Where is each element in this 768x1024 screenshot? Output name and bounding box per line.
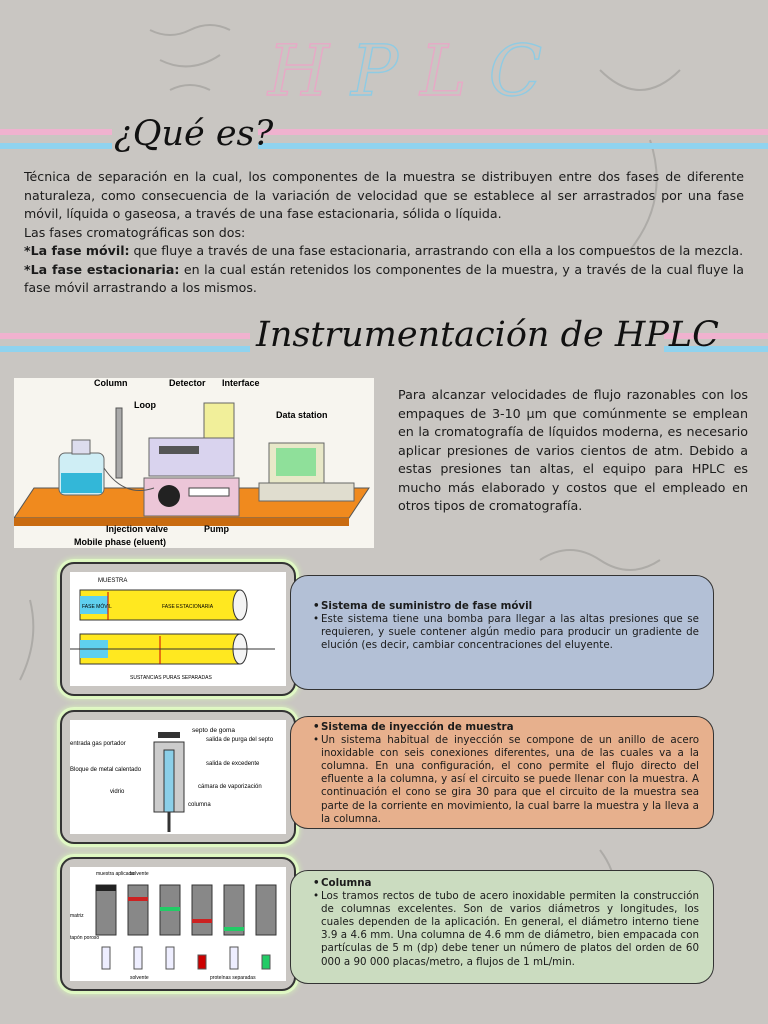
- label-interface: Interface: [222, 378, 260, 388]
- stripe-pink-left-1: [0, 129, 112, 135]
- label-injection-valve: Injection valve: [106, 524, 169, 534]
- label-bloque: Bloque de metal calentado: [70, 767, 142, 773]
- stripe-blue-left-1: [0, 143, 112, 149]
- label-vidrio: vidrio: [110, 789, 125, 795]
- section-2-image: [60, 710, 296, 844]
- label-tapon: tapón poroso: [70, 935, 100, 941]
- intro-movil: *La fase móvil: que fluye a través de una fase estacionaria, arrastrando con ella a los compuestos de la mezcla.: [24, 243, 744, 258]
- hplc-title: HPLC: [268, 30, 565, 112]
- label-solvente: solvente: [130, 871, 149, 877]
- label-septo: septo de goma: [192, 727, 236, 734]
- section-1-text: • Este sistema tiene una bomba para llegar a las altas presiones que se requieren, y suele contener algún medio para producir un gradiente de elución (es decir, cambiar concentraciones del eluyente.: [321, 613, 699, 652]
- label-excedente: salida de excedente: [206, 761, 260, 767]
- stripe-blue-left-2: [0, 346, 250, 352]
- label-fase-estacionaria: FASE ESTACIONARIA: [162, 604, 214, 610]
- section-2-text: • Un sistema habitual de inyección se compone de un anillo de acero inoxidable con seis conexiones diferentes, una de las cuales va a la columna. En una configuración, el cono permite el flujo directo del efluente a la columna, y así el circuito se puede llenar con la muestra. A continuación el cono se gira 30 para que el circuito de la muestra sea parte de la corriente en movimiento, la cual barre la muestra y la lleva a la columna.: [321, 734, 699, 826]
- label-matriz: matriz: [70, 913, 84, 919]
- label-fase-movil: FASE MÓVIL: [82, 604, 112, 610]
- label-loop: Loop: [134, 400, 156, 410]
- section-1-title: • Sistema de suministro de fase móvil: [321, 600, 699, 613]
- intro-p2: Las fases cromatográficas son dos:: [24, 224, 246, 240]
- label-muestra-aplicada: muestra aplicada: [96, 871, 135, 877]
- label-pump: Pump: [204, 524, 230, 534]
- label-sustancias: SUSTANCIAS PURAS SEPARADAS: [130, 675, 212, 681]
- section-2-box: [290, 716, 714, 829]
- label-entrada: entrada gas portador: [70, 741, 126, 747]
- intro-p1: Técnica de separación en la cual, los componentes de la muestra se distribuyen entre dos fases de diferente naturaleza, como consecuencia de la variación de velocidad que se establece al ser arrastrados por una fase móvil, líquida o gaseosa, a través de una fase estacionaria, sólida o líquida.: [24, 169, 744, 221]
- section-1-box: [290, 575, 714, 690]
- label-camara: cámara de vaporización: [198, 784, 262, 790]
- label-columna: columna: [188, 802, 211, 808]
- stripe-pink-left-2: [0, 333, 250, 339]
- section-3-image: [60, 857, 296, 991]
- section-3-title: • Columna: [321, 877, 699, 890]
- label-purga: salida de purga del septo: [206, 737, 274, 743]
- label-muestra: MUESTRA: [98, 578, 128, 584]
- intro-estacionaria: *La fase estacionaria: en la cual están retenidos los componentes de la muestra, y a través de la cual fluye la fase móvil arrastrando a los mismos.: [24, 261, 744, 295]
- label-mobile-phase: Mobile phase (eluent): [74, 537, 167, 547]
- intro-text: [24, 168, 744, 298]
- label-detector: Detector: [169, 378, 206, 388]
- side-text: Para alcanzar velocidades de flujo razonables con los empaques de 3-10 μm que comúnmente se emplean en la cromatografía de líquidos moderna, es necesario aplicar presiones de varios cientos de atm. Debido a estas presiones tan altas, el equipo para HPLC es mucho más elaborado y costos que el empleado en otros tipos de cromatografía.: [398, 387, 748, 513]
- section-2-title: • Sistema de inyección de muestra: [321, 721, 699, 734]
- stripe-pink-right-1: [258, 129, 768, 135]
- hplc-instrument-diagram: [14, 378, 374, 548]
- label-solvente-bottom: solvente: [130, 975, 149, 981]
- section-3-box: [290, 870, 714, 984]
- heading-instrumentacion: Instrumentación de HPLC: [256, 315, 719, 355]
- section-1-image: [60, 562, 296, 696]
- heading-que-es: ¿Qué es?: [114, 114, 274, 154]
- section-3-text: • Los tramos rectos de tubo de acero inoxidable permiten la construcción de columnas excelentes. Son de varios diámetros y longitudes, los cuales dependen de la aplicación. En general, el diámetro interno tiene 3.9 a 4.6 mm. Una columna de 4.6 mm de diámetro, bien empacada con partículas de 5 m (dp) debe tener un número de platos del orden de 60 000 a 90 000 placas/metro, a flujos de 1 mL/min.: [321, 890, 699, 969]
- stripe-blue-right-1: [258, 143, 768, 149]
- label-proteinas: proteínas separadas: [210, 975, 256, 981]
- label-data-station: Data station: [276, 410, 328, 420]
- label-column: Column: [94, 378, 128, 388]
